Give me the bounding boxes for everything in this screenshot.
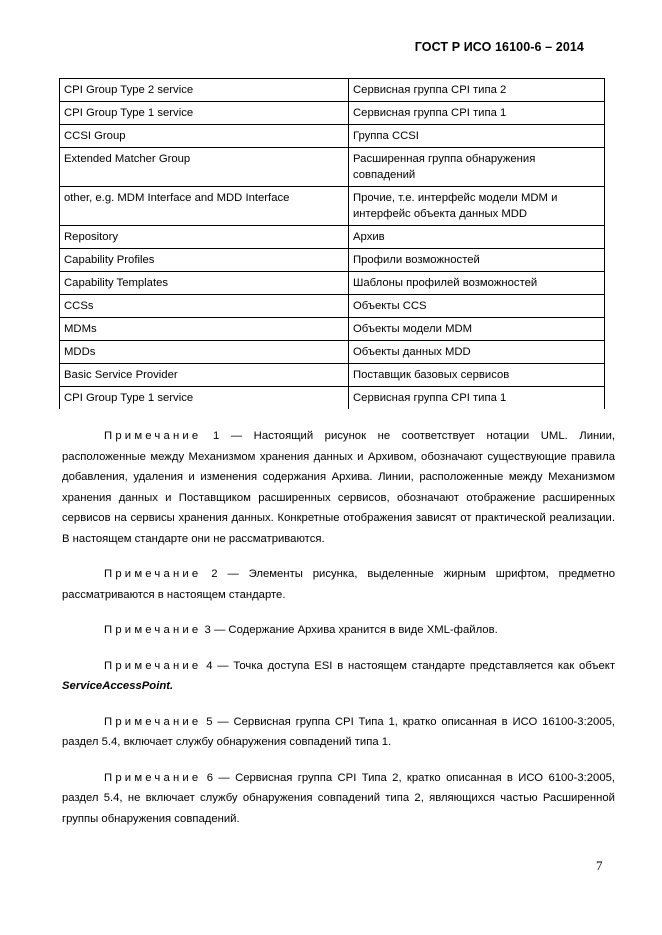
term-english: CPI Group Type 1 service <box>60 102 349 125</box>
note-number: 6 <box>206 771 214 784</box>
note-dash: — <box>230 430 243 442</box>
term-russian: Прочие, т.е. интерфейс модели MDM и интерфейс объекта данных MDD <box>349 187 605 226</box>
note-number: 3 <box>204 624 211 636</box>
note-label: Примечание <box>104 659 202 672</box>
table-row <box>60 187 605 226</box>
note-dash: — <box>217 715 229 728</box>
note-text: Содержание Архива хранится в виде XML-файлов. <box>228 624 498 636</box>
note-2 <box>62 564 615 605</box>
term-english: Capability Profiles <box>60 249 349 272</box>
term-russian: Шаблоны профилей возможностей <box>349 272 605 295</box>
table-row <box>60 341 605 364</box>
note-text: Сервисная группа CPI Типа 2, кратко описанная в ИСО 6100-3:2005, раздел 5.4, не включает службу обнаружения совпадений типа 2, являющихся частью Расширенной группы обнаружения совпадений. <box>62 771 616 825</box>
table-row <box>60 102 605 125</box>
note-dash: — <box>213 624 226 636</box>
table-row <box>60 318 605 341</box>
note-6 <box>62 768 615 830</box>
page-number: 7 <box>596 858 603 873</box>
note-number: 5 <box>206 715 213 728</box>
term-english: Repository <box>60 226 349 249</box>
notes-section <box>62 426 615 844</box>
document-header: ГОСТ Р ИСО 16100-6 – 2014 <box>414 40 584 54</box>
note-dash: — <box>217 659 229 672</box>
term-english: CCSI Group <box>60 125 349 148</box>
term-english: MDMs <box>60 318 349 341</box>
table-row <box>60 148 605 187</box>
note-number: 1 <box>212 430 220 442</box>
table-row <box>60 226 605 249</box>
note-number: 2 <box>211 568 218 580</box>
term-russian: Сервисная группа CPI типа 2 <box>349 79 605 102</box>
note-3 <box>62 620 615 641</box>
term-russian: Профили возможностей <box>349 249 605 272</box>
table-row <box>60 125 605 148</box>
term-russian: Группа CCSI <box>349 125 605 148</box>
table-row <box>60 295 605 318</box>
table-row <box>60 79 605 102</box>
note-dash: — <box>227 568 239 580</box>
table-row <box>60 364 605 387</box>
note-label: Примечание <box>104 568 202 580</box>
note-dash: — <box>218 771 230 784</box>
term-english: Extended Matcher Group <box>60 148 349 187</box>
term-russian: Объекты данных MDD <box>349 341 605 364</box>
term-russian: Сервисная группа CPI типа 1 <box>349 102 605 125</box>
term-english: Capability Templates <box>60 272 349 295</box>
table-row <box>60 249 605 272</box>
note-5 <box>62 712 615 753</box>
term-english: Basic Service Provider <box>60 364 349 387</box>
term-russian: Поставщик базовых сервисов <box>349 364 605 387</box>
note-label: Примечание <box>104 624 202 636</box>
term-english: CPI Group Type 1 service <box>60 387 349 410</box>
term-english: CCSs <box>60 295 349 318</box>
note-1 <box>62 426 615 549</box>
table-row <box>60 272 605 295</box>
term-russian: Объекты CCS <box>349 295 605 318</box>
note-label: Примечание <box>104 771 202 784</box>
table-row <box>60 387 605 410</box>
term-russian: Расширенная группа обнаружения совпадений <box>349 148 605 187</box>
term-russian: Архив <box>349 226 605 249</box>
term-russian: Сервисная группа CPI типа 1 <box>349 387 605 410</box>
note-text: Точка доступа ESI в настоящем стандарте представляется как объект <box>233 659 616 672</box>
term-russian: Объекты модели MDM <box>349 318 605 341</box>
note-number: 4 <box>206 659 213 672</box>
note-text: Элементы рисунка, выделенные жирным шрифтом, предметно рассматриваются в настоящем стандарте. <box>62 568 616 601</box>
note-text: Настоящий рисунок не соответствует нотации UML. Линии, расположенные между Механизмом хранения данных и Архивом, обозначают существующие правила добавления, удаления и изменения содержания Архива. Линии, расположенные между Механизмом хранения данных и Поставщиком расширенных сервисов, обозначают отображение расширенных сервисов на сервисы хранения данных. Конкретные отображения зависят от практической реализации. В настоящем стандарте они не рассматриваются. <box>62 430 616 545</box>
term-english: MDDs <box>60 341 349 364</box>
note-text: Сервисная группа CPI Типа 1, кратко описанная в ИСО 16100-3:2005, раздел 5.4, включает службу обнаружения совпадений типа 1. <box>62 715 616 748</box>
note-label: Примечание <box>104 715 202 728</box>
term-english: other, e.g. MDM Interface and MDD Interface <box>60 187 349 226</box>
note-4 <box>62 656 615 697</box>
note-label: Примечание <box>104 430 202 442</box>
note-emphasis: ServiceAccessPoint. <box>62 680 174 692</box>
term-english: CPI Group Type 2 service <box>60 79 349 102</box>
terms-table <box>59 78 605 409</box>
